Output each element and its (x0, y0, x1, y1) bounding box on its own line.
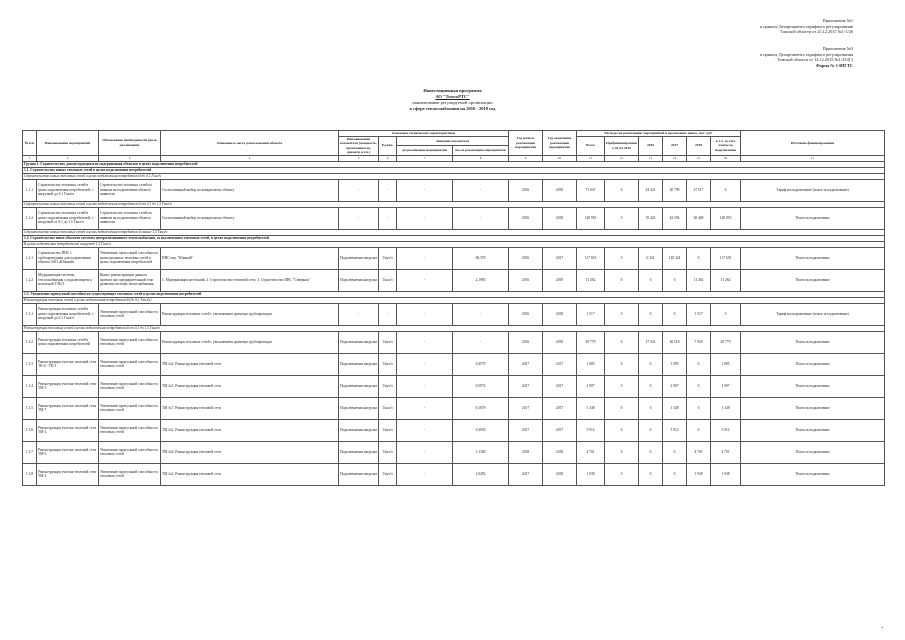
cell-unit: Гкал/ч (379, 331, 397, 353)
cell-name: Реконструкция участка тепловой сети ТМ-2 (37, 463, 99, 485)
cell-pay: 0 (711, 303, 741, 325)
cell-y18: 1 517 (687, 303, 711, 325)
cell-reason: Увеличение пропускной способности тепловых сетей (99, 419, 161, 441)
cell-pay: 11 262 (711, 269, 741, 291)
cell-unit: Гкал/ч (379, 397, 397, 419)
col-2016: 2016 (639, 136, 663, 155)
header-line: к приказу Департамента тарифного регулирования (760, 23, 853, 29)
cell-total: 2 907 (577, 375, 605, 397)
cell-pay: 1 348 (711, 397, 741, 419)
cell-name: Реконструкция тепловых сетей в целях подключения потребителей (37, 331, 99, 353)
cell-before: - (397, 179, 453, 201)
cell-after: - (453, 207, 509, 229)
col-source: Источник финансирования (741, 131, 885, 156)
cell-name: Модернизация системы теплоснабжения с подключением к котельной ТЭЦ-1 (37, 269, 99, 291)
cell-y17: 128 324 (663, 247, 687, 269)
cell-y16: 55 423 (639, 207, 663, 229)
cell-pay: 65 779 (711, 331, 741, 353)
cell-pay: 4 701 (711, 441, 741, 463)
cell-fin: 0 (605, 419, 639, 441)
cell-ind: Подключаемая нагрузка (339, 375, 379, 397)
col-after: после реализации мероприятия (453, 146, 509, 156)
cell-y16: 0 (639, 375, 663, 397)
cell-y16: 17 341 (639, 331, 663, 353)
table-row (23, 353, 885, 375)
cell-name: Реконструкция участка тепловой сети ТМ-2 (37, 419, 99, 441)
cell-y16: 0 (639, 419, 663, 441)
cell-y16: 0 (639, 441, 663, 463)
cell-after: 1,0492 (453, 463, 509, 485)
cell-ind: - (339, 179, 379, 201)
cell-reason: Увеличение пропускной способности тепловых сетей (99, 353, 161, 375)
cell-num: 1.3.4 (23, 375, 37, 397)
cell-after: 0,3059 (453, 419, 509, 441)
cell-end: 2018 (543, 331, 577, 353)
subsection-title: Строительство новых тепловых сетей в целях подключения потребителей до 0,1 Гкал/ч (23, 173, 885, 179)
investment-table (22, 130, 885, 486)
cell-start: 2016 (509, 207, 543, 229)
table-row (23, 179, 885, 201)
cell-total: 117 653 (577, 247, 605, 269)
section-title: 1.2. Строительство иных объектов системы централизованного теплоснабжения, за исключением тепловых сетей, в целях подключения потребителей (23, 235, 885, 241)
column-number: 6 (379, 155, 397, 161)
cell-desc: Согласованный выбор по конкретному объекту (161, 207, 339, 229)
col-num: № п/п (23, 131, 37, 156)
cell-desc: 1. Модернизация котельной; 2. Строительство тепловой сети; 3. Строительство ПНС "Северная" (161, 269, 339, 291)
cell-desc: ПНС пер. "Южный" (161, 247, 339, 269)
col-desc: Описание и место расположения объекта (161, 131, 339, 156)
cell-after: - (453, 331, 509, 353)
cell-end: 2017 (543, 375, 577, 397)
cell-unit: Гкал/ч (379, 269, 397, 291)
cell-unit: Гкал/ч (379, 441, 397, 463)
subsection-title: Реконструкция тепловых сетей в целях подключения потребителей (до 0,1 Гкал/ч) (23, 297, 885, 303)
cell-ind: Подключаемая нагрузка (339, 397, 379, 419)
cell-src: Плата за подключение (741, 207, 885, 229)
table-row (23, 269, 885, 291)
cell-y18: 4 701 (687, 441, 711, 463)
period-line: в сфере теплоснабжения на 2016 - 2018 год (409, 106, 496, 111)
cell-after: 0,1079 (453, 397, 509, 419)
cell-before: - (397, 331, 453, 353)
cell-after: 69,370 (453, 247, 509, 269)
cell-end: 2018 (543, 463, 577, 485)
column-number: 12 (605, 155, 639, 161)
document-title (0, 88, 905, 112)
column-number: 4 (161, 155, 339, 161)
cell-y18: 0 (687, 375, 711, 397)
column-number: 15 (687, 155, 711, 161)
cell-src: Тариф на подключение (плата за подключение) (741, 303, 885, 325)
cell-desc: Реконструкция тепловых сетей с увеличением диаметра трубопроводов (161, 331, 339, 353)
column-number: 1 (23, 155, 37, 161)
cell-unit: Гкал/ч (379, 419, 397, 441)
cell-desc: Реконструкция тепловых сетей с увеличением диаметра трубопроводов (161, 303, 339, 325)
cell-desc: ТМ №2. Реконструкция тепловой сети (161, 463, 339, 485)
cell-start: 2017 (509, 353, 543, 375)
cell-y18: 0 (687, 247, 711, 269)
cell-num: 1.1.2 (23, 207, 37, 229)
cell-y18: 0 (687, 419, 711, 441)
cell-reason: Вынос реконструкции данного проекта как предварительный этап развития системы теплоснабжения (99, 269, 161, 291)
cell-unit: Гкал/ч (379, 353, 397, 375)
column-number: 8 (453, 155, 509, 161)
cell-name: Строительство тепловых сетей в целях подключения потребителей, с нагрузкой до 0,1 Гкал/ч (37, 179, 99, 201)
column-number: 7 (397, 155, 453, 161)
cell-start: 2017 (509, 397, 543, 419)
col-group-values: Значение показателя (397, 136, 509, 146)
cell-desc: ТМ №6. Реконструкция тепловой сети (161, 441, 339, 463)
cell-src: Плата за подключение (741, 441, 885, 463)
cell-src: Плата за подключение (741, 331, 885, 353)
cell-y17: 0 (663, 303, 687, 325)
org-name: АО "ТомскРТС" (435, 94, 470, 99)
cell-total: 128 953 (577, 207, 605, 229)
cell-end: 2018 (543, 207, 577, 229)
table-row (23, 303, 885, 325)
subsection-title: В целях подключения потребителей нагрузкой 1,5 Гкал/ч (23, 241, 885, 247)
cell-end: 2017 (543, 353, 577, 375)
col-group-tech: Основные технические характеристики (339, 131, 509, 137)
cell-name: Строительство ПНС с трубопроводами для подключения объекта ЗАО «Южный» (37, 247, 99, 269)
cell-end: 2018 (543, 441, 577, 463)
cell-start: 2016 (509, 303, 543, 325)
cell-y16: 0 (639, 353, 663, 375)
header-line: Томской области от 14.12.2015 №1-25/(Г) (777, 57, 853, 63)
cell-fin: 0 (605, 463, 639, 485)
cell-unit: - (379, 303, 397, 325)
col-reason: Обоснование необходимости (цель реализации) (99, 131, 161, 156)
cell-pay: 5 912 (711, 419, 741, 441)
cell-y16: 23 321 (639, 179, 663, 201)
cell-end: 2017 (543, 419, 577, 441)
cell-start: 2017 (509, 375, 543, 397)
cell-fin: 0 (605, 375, 639, 397)
cell-ind: Подключаемая нагрузка (339, 269, 379, 291)
cell-y16: 6 321 (639, 247, 663, 269)
cell-num: 1.3.2 (23, 331, 37, 353)
column-number: 9 (509, 155, 543, 161)
cell-end: 2017 (543, 247, 577, 269)
cell-y18: 11 262 (687, 269, 711, 291)
cell-ind: Подключаемая нагрузка (339, 353, 379, 375)
cell-reason: Увеличение пропускной способности тепловых сетей (99, 397, 161, 419)
col-2017: 2017 (663, 136, 687, 155)
table-row (23, 419, 885, 441)
cell-src: Плата за подключение (741, 419, 885, 441)
cell-total: 65 779 (577, 331, 605, 353)
table-row (23, 207, 885, 229)
cell-ind: Подключаемая нагрузка (339, 247, 379, 269)
cell-ind: Подключаемая нагрузка (339, 463, 379, 485)
cell-desc: Согласованный выбор по конкретному объекту (161, 179, 339, 201)
cell-before: - (397, 207, 453, 229)
cell-unit: - (379, 207, 397, 229)
cell-y17: 42 594 (663, 207, 687, 229)
cell-desc: ТМ №2. Реконструкция тепловой сети (161, 419, 339, 441)
cell-src: Плата за подключение (741, 353, 885, 375)
header-line: Приложение №1 (822, 18, 853, 23)
col-end: Год окончания реализации мероприятия (543, 131, 577, 156)
cell-name: Реконструкция участка тепловой сети ТМ-7 (37, 397, 99, 419)
col-unit: Ед.изм. (379, 136, 397, 155)
cell-y18: 0 (687, 397, 711, 419)
cell-num: 1.3.7 (23, 441, 37, 463)
cell-y18: 30 469 (687, 207, 711, 229)
table-row (23, 331, 885, 353)
cell-y17: 0 (663, 441, 687, 463)
subsection-title: Реконструкция тепловых сетей в целях подключения потребителей от 0,1 до 1,5 Гкал/ч (23, 325, 885, 331)
table-row (23, 441, 885, 463)
cell-fin: 0 (605, 179, 639, 201)
cell-y18: 7 920 (687, 331, 711, 353)
section-title: 1.3. Увеличение пропускной способности существующих тепловых сетей в целях подключения потребителей (23, 291, 885, 297)
col-pay: в т.ч. за счет платы за подключение (711, 136, 741, 155)
approval-header-1 (760, 18, 853, 35)
cell-start: 2017 (509, 419, 543, 441)
cell-total: 1 085 (577, 353, 605, 375)
cell-reason: Строительство тепловых сетей по заявкам на подключение объекта заявителя (99, 179, 161, 201)
table-row (23, 463, 885, 485)
cell-before: - (397, 463, 453, 485)
cell-src: Плата за подключение (741, 375, 885, 397)
column-number: 17 (741, 155, 885, 161)
cell-ind: Подключаемая нагрузка (339, 331, 379, 353)
header-line: к приказу Департамента тарифного регулирования (760, 51, 853, 57)
header-line: Форма № 1-ИП ТС (816, 62, 853, 68)
header-line: Приложение №3 (822, 46, 853, 51)
cell-before: - (397, 269, 453, 291)
cell-reason: Увеличение пропускной способности тепловых сетей (99, 331, 161, 353)
cell-src: Плата за подключение (741, 397, 885, 419)
cell-total: 1 938 (577, 463, 605, 485)
cell-y16: 0 (639, 303, 663, 325)
cell-total: 71 647 (577, 179, 605, 201)
cell-after: - (453, 179, 509, 201)
cell-fin: 0 (605, 247, 639, 269)
cell-num: 1.3.5 (23, 397, 37, 419)
cell-start: 2016 (509, 179, 543, 201)
cell-num: 1.2.1 (23, 247, 37, 269)
cell-name: Реконструкция участка тепловой сети ТМ-5 (37, 375, 99, 397)
cell-y18: 27 517 (687, 179, 711, 201)
cell-y17: 0 (663, 269, 687, 291)
cell-num: 1.3.1 (23, 303, 37, 325)
cell-fin: 0 (605, 331, 639, 353)
cell-total: 1 517 (577, 303, 605, 325)
col-start: Год начала реализации мероприятия (509, 131, 543, 156)
cell-ind: - (339, 303, 379, 325)
cell-start: 2016 (509, 269, 543, 291)
cell-y17: 20 799 (663, 179, 687, 201)
cell-before: - (397, 397, 453, 419)
cell-unit: Гкал/ч (379, 375, 397, 397)
table-row (23, 247, 885, 269)
cell-start: 2017 (509, 463, 543, 485)
cell-ind: - (339, 207, 379, 229)
header-line: Томской области от 25.12.2015 №1-1/26 (780, 29, 853, 35)
col-before: до реализации мероприятия (397, 146, 453, 156)
cell-total: 1 348 (577, 397, 605, 419)
section-title: Группа 1. Строительство, реконструкция или модернизация объектов в целях подключения потребителей: (23, 161, 885, 167)
cell-reason: Увеличение пропускной способности тепловых сетей (99, 375, 161, 397)
cell-before: - (397, 303, 453, 325)
cell-y16: 0 (639, 269, 663, 291)
cell-num: 1.1.1 (23, 179, 37, 201)
table-row (23, 397, 885, 419)
cell-before: - (397, 419, 453, 441)
cell-desc: ТМ №7. Реконструкция тепловой сети (161, 397, 339, 419)
cell-end: 2019 (543, 269, 577, 291)
cell-reason: Увеличение пропускной способности тепловых сетей (99, 463, 161, 485)
cell-before: - (397, 375, 453, 397)
cell-start: 2016 (509, 331, 543, 353)
cell-name: Строительство тепловых сетей в целях подключения потребителей, с нагрузкой от 0,1 до 1,5 Гкал/ч (37, 207, 99, 229)
cell-src: Тариф на подключение (плата за подключение) (741, 179, 885, 201)
column-number: 13 (639, 155, 663, 161)
cell-after: 1,1300 (453, 441, 509, 463)
title-line: Инвестиционная программа (423, 88, 482, 93)
cell-fin: 0 (605, 397, 639, 419)
page-marker: • (881, 625, 883, 630)
cell-fin: 0 (605, 303, 639, 325)
col-indicator: Наименование показателя (мощность, протяженность, диаметр и т.п.) (340, 136, 377, 154)
cell-unit: Гкал/ч (379, 463, 397, 485)
cell-reason: Увеличение пропускной способности тепловых сетей (99, 303, 161, 325)
cell-before: - (397, 441, 453, 463)
cell-desc: ТМ №5. Реконструкция тепловой сети (161, 375, 339, 397)
col-group-costs: Расходы на реализацию мероприятий в прогнозных ценах, тыс. руб. (577, 131, 741, 137)
cell-name: Реконструкция участка тепловой сети ТК-4 - ТК-5 (37, 353, 99, 375)
cell-after: 0,4579 (453, 353, 509, 375)
col-2018: 2018 (687, 136, 711, 155)
cell-fin: 0 (605, 353, 639, 375)
subsection-title: Строительство новых тепловых сетей в целях подключения потребителей свыше 1,5 Гкал/ч (23, 229, 885, 235)
cell-y18: 0 (687, 353, 711, 375)
column-number: 2 (37, 155, 99, 161)
column-number: 3 (99, 155, 161, 161)
cell-y16: 0 (639, 397, 663, 419)
table-row (23, 375, 885, 397)
cell-before: - (397, 353, 453, 375)
cell-y17: 1 085 (663, 353, 687, 375)
cell-after: - (453, 303, 509, 325)
cell-total: 11 262 (577, 269, 605, 291)
cell-end: 2018 (543, 179, 577, 201)
cell-num: 1.3.8 (23, 463, 37, 485)
cell-fin: 0 (605, 269, 639, 291)
cell-pay: 128 953 (711, 207, 741, 229)
approval-header-2 (760, 46, 853, 68)
cell-num: 1.3.3 (23, 353, 37, 375)
col-name: Наименование мероприятий (37, 131, 99, 156)
cell-end: 2018 (543, 303, 577, 325)
cell-y17: 5 912 (663, 419, 687, 441)
column-number: 10 (543, 155, 577, 161)
cell-ind: Подключаемая нагрузка (339, 441, 379, 463)
cell-num: 1.3.6 (23, 419, 37, 441)
cell-reason: Увеличение пропускной способности тепловых сетей (99, 441, 161, 463)
cell-before: - (397, 247, 453, 269)
column-number: 5 (339, 155, 379, 161)
cell-y18: 1 938 (687, 463, 711, 485)
cell-after: 2,1983 (453, 269, 509, 291)
col-total: Всего (577, 136, 605, 155)
cell-pay: 117 653 (711, 247, 741, 269)
cell-reason: Увеличение пропускной способности магистральных тепловых сетей в целях подключения потребителей (99, 247, 161, 269)
column-number: 14 (663, 155, 687, 161)
cell-start: 2016 (509, 247, 543, 269)
cell-y17: 1 348 (663, 397, 687, 419)
cell-name: Реконструкция тепловых сетей в целях подключения потребителей, с нагрузкой до 0,1 Гкал/ч (37, 303, 99, 325)
cell-y17: 40 518 (663, 331, 687, 353)
cell-y17: 2 907 (663, 375, 687, 397)
section-title: 1.1. Строительство новых тепловых сетей в целях подключения потребителей (23, 167, 885, 173)
column-number: 11 (577, 155, 605, 161)
subsection-title: Строительство новых тепловых сетей в целях подключения потребителей от 0,1 до 1,5 Гкал/ч (23, 201, 885, 207)
cell-start: 2018 (509, 441, 543, 463)
table-body (23, 161, 885, 485)
cell-total: 4 701 (577, 441, 605, 463)
cell-pay: 1 085 (711, 353, 741, 375)
col-fin-before: Профинансировано к 01.01.2016 (605, 136, 639, 155)
cell-name: Реконструкция участка тепловой сети ТМ-6 (37, 441, 99, 463)
column-number: 16 (711, 155, 741, 161)
cell-total: 5 912 (577, 419, 605, 441)
cell-src: Плата за подключение (741, 269, 885, 291)
cell-fin: 0 (605, 207, 639, 229)
cell-num: 1.2.2 (23, 269, 37, 291)
cell-unit: Гкал/ч (379, 247, 397, 269)
cell-y16: 0 (639, 463, 663, 485)
cell-desc: ТМ №4. Реконструкция тепловой сети (161, 353, 339, 375)
cell-end: 2017 (543, 397, 577, 419)
cell-src: Плата за подключение (741, 463, 885, 485)
cell-unit: - (379, 179, 397, 201)
cell-ind: Подключаемая нагрузка (339, 419, 379, 441)
cell-pay: 1 938 (711, 463, 741, 485)
cell-src: Плата за подключение (741, 247, 885, 269)
cell-fin: 0 (605, 441, 639, 463)
cell-reason: Строительство тепловых сетей по заявкам на подключение объекта заявителя (99, 207, 161, 229)
cell-pay: 0 (711, 179, 741, 201)
cell-y17: 0 (663, 463, 687, 485)
cell-after: 0,5972 (453, 375, 509, 397)
cell-pay: 2 907 (711, 375, 741, 397)
org-caption: наименование регулируемой организации (412, 100, 493, 105)
